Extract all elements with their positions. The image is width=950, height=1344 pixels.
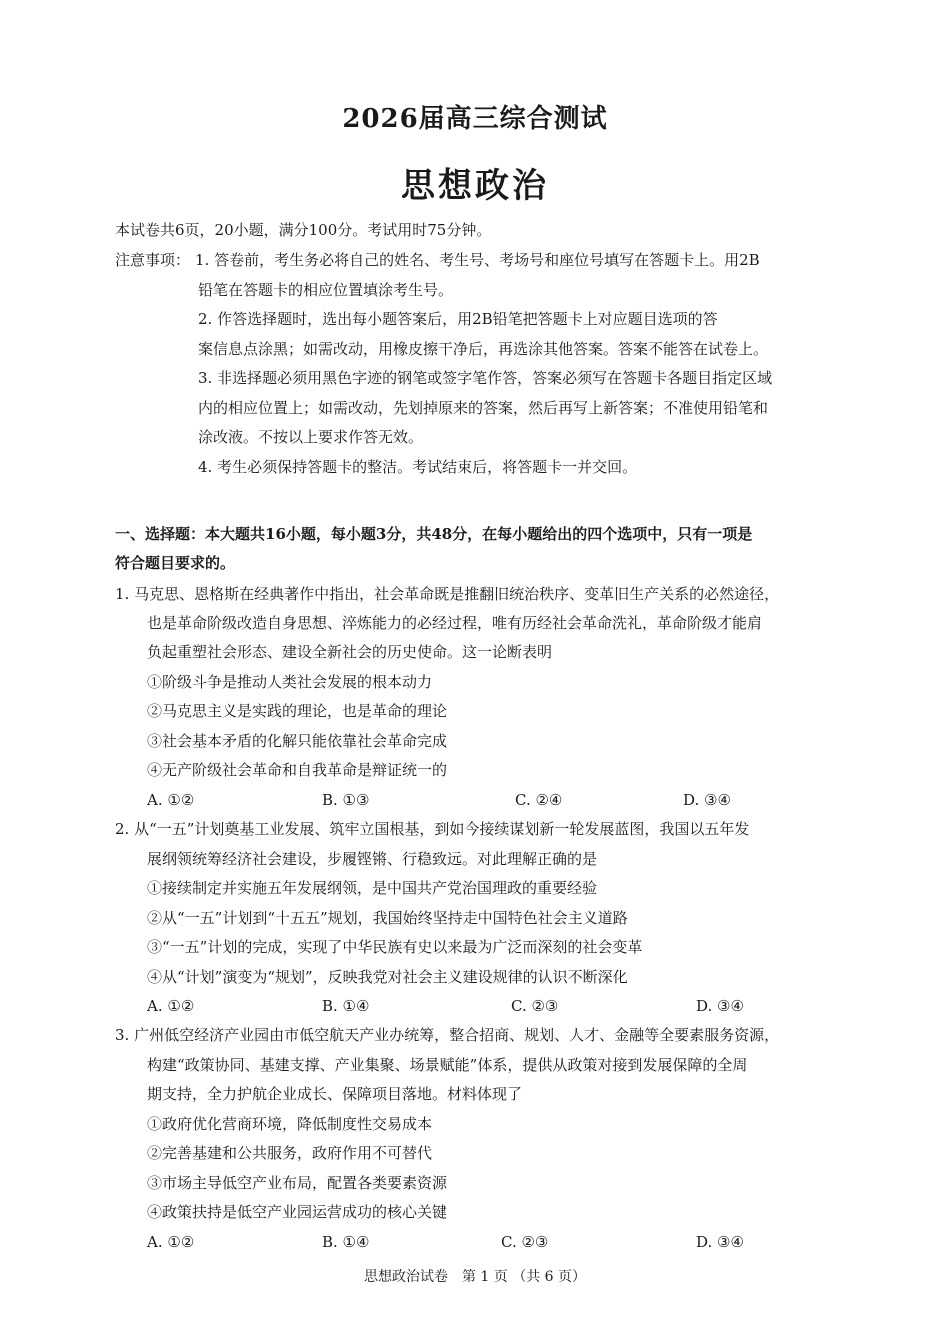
question-2-stem-cont: 展纲领统筹经济社会建设，步履铿锵、行稳致远。对此理解正确的是 [147, 850, 598, 868]
question-2-statement-2: ②从“一五”计划到“十五五”规划，我国始终坚持走中国特色社会主义道路 [147, 909, 628, 927]
question-1-statement-2: ②马克思主义是实践的理论，也是革命的理论 [147, 702, 448, 720]
question-3-option-c: C. ②③ [501, 1233, 549, 1251]
question-3-option-b: B. ①④ [322, 1233, 370, 1251]
notice-item-4: 4. 考生必须保持答题卡的整洁。考试结束后，将答题卡一并交回。 [198, 458, 638, 476]
notice-item-1-cont: 铅笔在答题卡的相应位置填涂考生号。 [198, 281, 454, 299]
question-3-statement-1: ①政府优化营商环境，降低制度性交易成本 [147, 1115, 433, 1133]
exam-intro: 本试卷共6页，20小题，满分100分。考试用时75分钟。 [115, 221, 492, 239]
question-2-statement-3: ③“一五”计划的完成，实现了中华民族有史以来最为广泛而深刻的社会变革 [147, 938, 643, 956]
question-2-option-d: D. ③④ [696, 997, 744, 1015]
notice-item-3-cont2: 涂改液。不按以上要求作答无效。 [198, 428, 424, 446]
question-1-option-a: A. ①② [147, 791, 195, 809]
question-2-option-a: A. ①② [147, 997, 195, 1015]
question-1-stem: 1. 马克思、恩格斯在经典著作中指出，社会革命既是推翻旧统治秩序、变革旧生产关系的必然途径， [115, 585, 780, 603]
question-1-stem-cont2: 负起重塑社会形态、建设全新社会的历史使命。这一论断表明 [147, 643, 553, 661]
notice-item-2-cont: 案信息点涂黑；如需改动，用橡皮擦干净后，再选涂其他答案。答案不能答在试卷上。 [198, 340, 769, 358]
notice-item-3-cont: 内的相应位置上；如需改动，先划掉原来的答案，然后再写上新答案；不准使用铅笔和 [198, 399, 769, 417]
section-heading-cont: 符合题目要求的。 [115, 554, 236, 572]
question-3-statement-2: ②完善基建和公共服务，政府作用不可替代 [147, 1144, 433, 1162]
subject-title: 思想政治 [401, 166, 549, 206]
question-2-option-c: C. ②③ [511, 997, 559, 1015]
question-1-option-d: D. ③④ [683, 791, 731, 809]
question-1-option-b: B. ①③ [322, 791, 370, 809]
exam-title: 2026届高三综合测试 [342, 104, 608, 134]
notice-label: 注意事项： [115, 251, 191, 269]
question-3-stem-cont2: 期支持，全力护航企业成长、保障项目落地。材料体现了 [147, 1085, 523, 1103]
question-3-stem-cont: 构建“政策协同、基建支撑、产业集聚、场景赋能”体系，提供从政策对接到发展保障的全周 [147, 1056, 748, 1074]
notice-item-1: 1. 答卷前，考生务必将自己的姓名、考生号、考场号和座位号填写在答题卡上。用2B [195, 251, 760, 269]
question-2-option-b: B. ①④ [322, 997, 370, 1015]
question-3-statement-3: ③市场主导低空产业布局，配置各类要素资源 [147, 1174, 448, 1192]
question-3-stem: 3. 广州低空经济产业园由市低空航天产业办统筹，整合招商、规划、人才、金融等全要素服务资源， [115, 1026, 780, 1044]
notice-item-3: 3. 非选择题必须用黑色字迹的钢笔或签字笔作答，答案必须写在答题卡各题目指定区域 [198, 369, 773, 387]
section-heading: 一、选择题：本大题共16小题，每小题3分，共48分，在每小题给出的四个选项中，只有一项是 [115, 525, 753, 543]
question-1-statement-3: ③社会基本矛盾的化解只能依靠社会革命完成 [147, 732, 448, 750]
question-1-statement-1: ①阶级斗争是推动人类社会发展的根本动力 [147, 673, 433, 691]
page-footer: 思想政治试卷 第 1 页 （共 6 页） [363, 1269, 587, 1285]
question-2-stem: 2. 从“一五”计划奠基工业发展、筑牢立国根基，到如今接续谋划新一轮发展蓝图，我国以五年发 [115, 820, 750, 838]
question-3-option-d: D. ③④ [696, 1233, 744, 1251]
notice-item-2: 2. 作答选择题时，选出每小题答案后，用2B铅笔把答题卡上对应题目选项的答 [198, 310, 718, 328]
question-3-statement-4: ④政策扶持是低空产业园运营成功的核心关键 [147, 1203, 448, 1221]
question-1-stem-cont: 也是革命阶级改造自身思想、淬炼能力的必经过程，唯有历经社会革命洗礼，革命阶级才能肩 [147, 614, 763, 632]
question-2-statement-4: ④从“计划”演变为“规划”，反映我党对社会主义建设规律的认识不断深化 [147, 968, 628, 986]
question-3-option-a: A. ①② [147, 1233, 195, 1251]
question-1-option-c: C. ②④ [515, 791, 563, 809]
question-1-statement-4: ④无产阶级社会革命和自我革命是辩证统一的 [147, 761, 448, 779]
question-2-statement-1: ①接续制定并实施五年发展纲领，是中国共产党治国理政的重要经验 [147, 879, 598, 897]
